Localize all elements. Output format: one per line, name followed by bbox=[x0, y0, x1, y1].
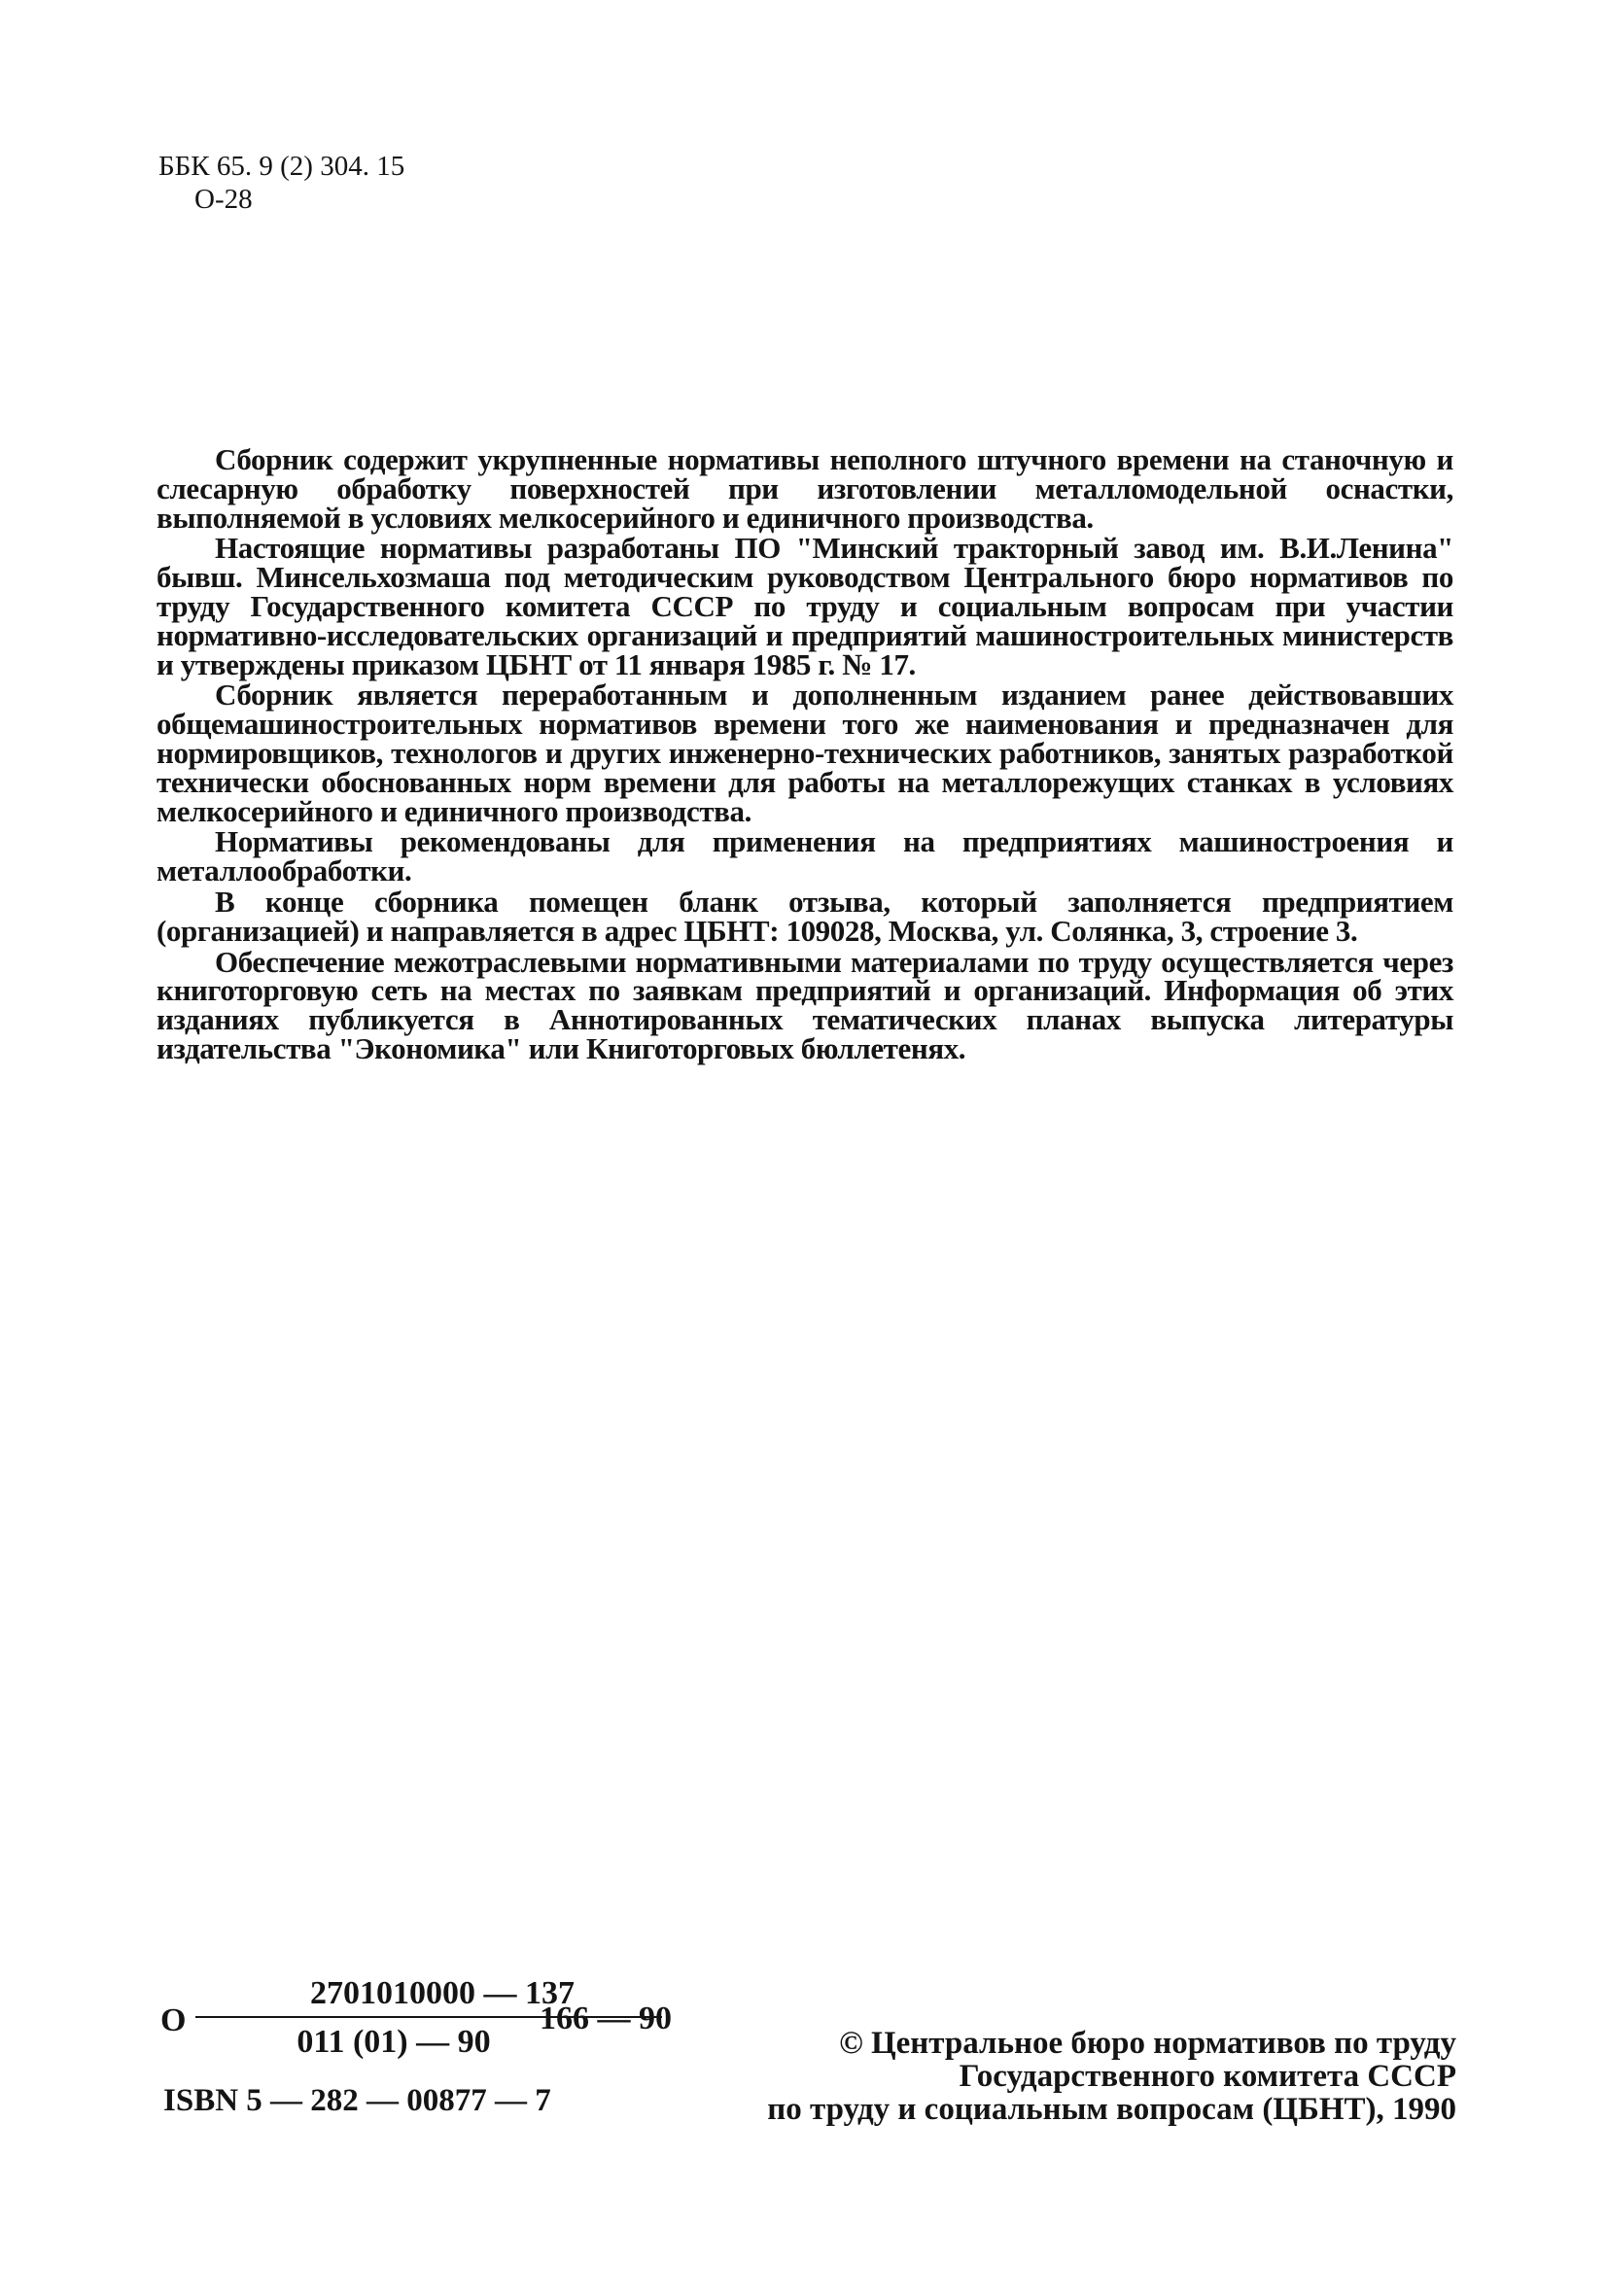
bbk-classification bbox=[158, 150, 404, 216]
bbk-index: ББК 65. 9 (2) 304. 15 bbox=[158, 151, 405, 182]
paragraph: Настоящие нормативы разработаны ПО "Минский тракторный завод им. В.И.Ленина" бывш. Минсельхозмаша под методическим руководством Центрального бюро нормативов по труду Государственного комитета СССР по труду и социальным вопросам при участии нормативно-исследовательских организаций и предприятий машиностроительных министерств и утверждены приказом ЦБНТ от 11 января 1985 г. № 17. bbox=[157, 531, 1453, 681]
copyright-line: по труду и социальным вопросам (ЦБНТ), 1990 bbox=[767, 2092, 1456, 2127]
publication-code-numerator: 2701010000 — 137 bbox=[310, 1975, 575, 2011]
publication-code-suffix: 166 — 90 bbox=[540, 2000, 672, 2036]
paragraph: Сборник содержит укрупненные нормативы неполного штучного времени на станочную и слесарную обработку поверхностей при изготовлении металломодельной оснастки, выполняемой в условиях мелкосерийного и единичного производства. bbox=[157, 442, 1453, 535]
paragraph: В конце сборника помещен бланк отзыва, который заполняется предприятием (организацией) и направляется в адрес ЦБНТ: 109028, Москва, ул. Солянка, 3, строение 3. bbox=[157, 884, 1453, 948]
paragraph: Обеспечение межотраслевыми нормативными материалами по труду осуществляется через книготорговую сеть на местах по заявкам предприятий и организаций. Информация об этих изданиях публикуется в Аннотированных тематических планах выпуска литературы издательства "Экономика" или Книготорговых бюллетенях. bbox=[157, 944, 1453, 1065]
author-code: О-28 bbox=[194, 184, 253, 215]
paragraph: Нормативы рекомендованы для применения на предприятиях машиностроения и металлообработки. bbox=[157, 824, 1453, 888]
publication-code-denominator: 011 (01) — 90 bbox=[297, 2024, 491, 2060]
annotation-text bbox=[157, 442, 1453, 1065]
isbn: ISBN 5 — 282 — 00877 — 7 bbox=[163, 2083, 551, 2118]
paragraph: Сборник является переработанным и дополненным изданием ранее действовавших общемашиностроительных нормативов времени того же наименования и предназначен для нормировщиков, технологов и других инженерно-технических работников, занятых разработкой технически обоснованных норм времени для работы на металлорежущих станках в условиях мелкосерийного и единичного производства. bbox=[157, 678, 1453, 828]
publication-code-letter: О bbox=[160, 2002, 187, 2038]
copyright-line: © Центральное бюро нормативов по труду bbox=[839, 2026, 1456, 2061]
copyright-line: Государственного комитета СССР bbox=[959, 2059, 1456, 2094]
copyright-notice bbox=[767, 2027, 1456, 2126]
